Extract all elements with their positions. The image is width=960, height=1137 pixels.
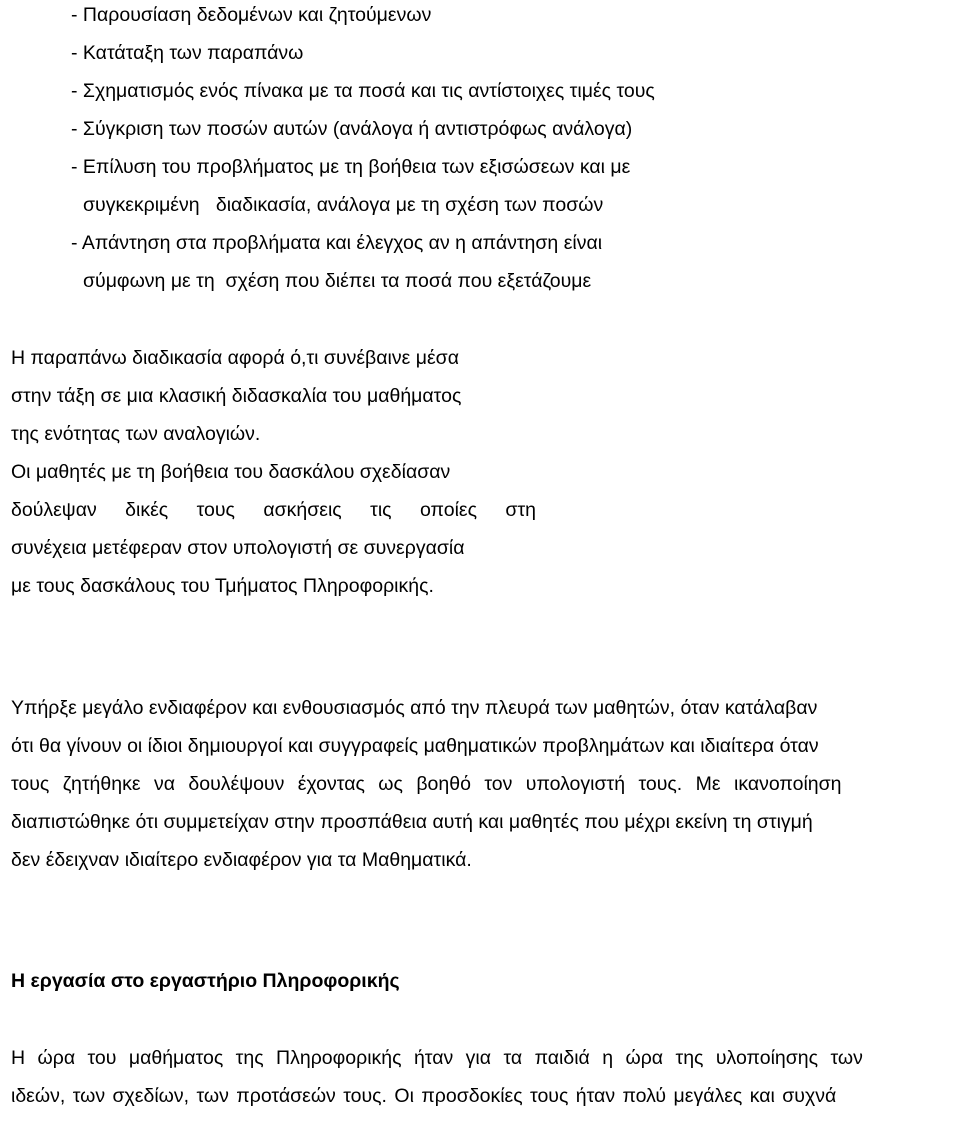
paragraph2-line-5: δεν έδειχναν ιδιαίτερο ενδιαφέρον για τα Μαθηματικά. [11,849,472,871]
paragraph2-line-1: Υπήρξε μεγάλο ενδιαφέρον και ενθουσιασμός από την πλευρά των μαθητών, όταν κατάλαβαν [11,697,818,719]
paragraph3-line-2: ιδεών, των σχεδίων, των προτάσεών τους. Οι προσδοκίες τους ήταν πολύ μεγάλες και συχνά [11,1085,837,1107]
list-item-1: - Παρουσίαση δεδομένων και ζητούμενων [71,4,432,26]
paragraph1-line-5: δούλεψαν δικές τους ασκήσεις τις οποίες στη [11,499,536,521]
paragraph2-line-4: διαπιστώθηκε ότι συμμετείχαν στην προσπάθεια αυτή και μαθητές που μέχρι εκείνη τη στιγμή [11,811,813,833]
section-heading: Η εργασία στο εργαστήριο Πληροφορικής [11,970,400,992]
paragraph1-line-3: της ενότητας των αναλογιών. [11,423,261,445]
paragraph1-line-4: Οι μαθητές με τη βοήθεια του δασκάλου σχεδίασαν [11,461,451,483]
list-item-2: - Κατάταξη των παραπάνω [71,42,304,64]
list-item-6: - Απάντηση στα προβλήματα και έλεγχος αν η απάντηση είναι [71,232,603,254]
paragraph1-line-2: στην τάξη σε μια κλασική διδασκαλία του μαθήματος [11,385,462,407]
list-item-5: - Επίλυση του προβλήματος με τη βοήθεια των εξισώσεων και με [71,156,631,178]
paragraph2-line-2: ότι θα γίνουν οι ίδιοι δημιουργοί και συγγραφείς μαθηματικών προβλημάτων και ιδιαίτερα όταν [11,735,819,757]
list-item-3: - Σχηματισμός ενός πίνακα με τα ποσά και τις αντίστοιχες τιμές τους [71,80,655,102]
paragraph2-line-3: τους ζητήθηκε να δουλέψουν έχοντας ως βοηθό τον υπολογιστή τους. Με ικανοποίηση [11,773,842,795]
paragraph1-line-7: με τους δασκάλους του Τμήματος Πληροφορικής. [11,575,434,597]
list-item-5-continuation: συγκεκριμένη διαδικασία, ανάλογα με τη σχέση των ποσών [83,194,604,216]
paragraph3-line-1: Η ώρα του μαθήματος της Πληροφορικής ήταν για τα παιδιά η ώρα της υλοποίησης των [11,1047,863,1069]
paragraph1-line-6: συνέχεια μετέφεραν στον υπολογιστή σε συνεργασία [11,537,465,559]
list-item-4: - Σύγκριση των ποσών αυτών (ανάλογα ή αντιστρόφως ανάλογα) [71,118,633,140]
list-item-6-continuation: σύμφωνη με τη σχέση που διέπει τα ποσά που εξετάζουμε [83,270,592,292]
paragraph1-line-1: Η παραπάνω διαδικασία αφορά ό,τι συνέβαινε μέσα [11,347,459,369]
